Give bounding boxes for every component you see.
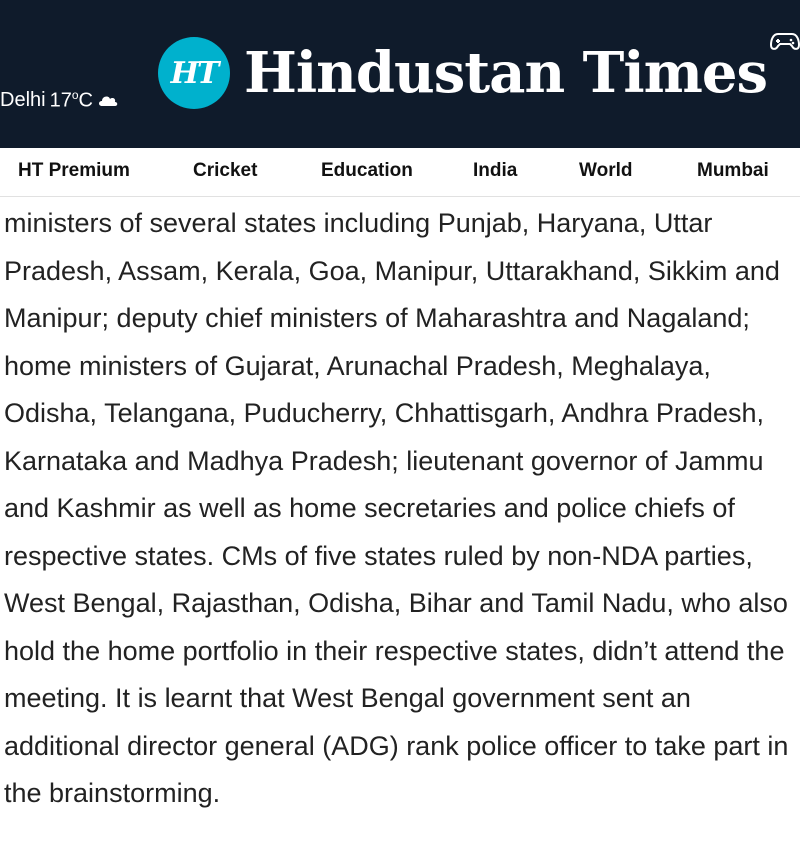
site-header xyxy=(0,0,800,148)
main-nav xyxy=(0,148,800,197)
masthead-title: Hindustan Times xyxy=(244,40,768,106)
weather-city: Delhi xyxy=(0,88,46,111)
nav-education[interactable]: Education xyxy=(321,160,413,181)
weather-temp: 17$^o$C xyxy=(49,88,93,112)
gamepad-icon[interactable] xyxy=(770,30,800,52)
article-paragraph: ministers of several states including Punjab, Haryana, Uttar Pradesh, Assam, Kerala, Goa, Manipur, Uttarakhand, Sikkim and Manipur; deputy chief ministers of Maharashtra and Nagaland; home ministers of Gujarat, Arunachal Pradesh, Meghalaya, Odisha, Telangana, Puducherry, Chhattisgarh, Andhra Pradesh, Karnataka and Madhya Pradesh; lieutenant governor of Jammu and Kashmir as well as home secretaries and police chiefs of respective states. CMs of five states ruled by non-NDA parties, West Bengal, Rajasthan, Odisha, Bihar and Tamil Nadu, who also hold the home portfolio in their respective states, didn’t attend the meeting. It is learnt that West Bengal government sent an additional director general (ADG) rank police officer to take part in the brainstorming. xyxy=(4,208,789,808)
weather-widget[interactable] xyxy=(0,88,119,113)
cloud-icon xyxy=(97,93,119,107)
article-body xyxy=(0,200,800,818)
nav-world[interactable]: World xyxy=(579,160,633,181)
site-logo[interactable] xyxy=(158,37,767,109)
nav-cricket[interactable]: Cricket xyxy=(193,160,258,181)
nav-india[interactable]: India xyxy=(473,160,518,181)
nav-mumbai[interactable]: Mumbai xyxy=(697,160,769,181)
ht-badge-logo: HT xyxy=(158,37,230,109)
nav-ht-premium[interactable]: HT Premium xyxy=(18,160,130,181)
